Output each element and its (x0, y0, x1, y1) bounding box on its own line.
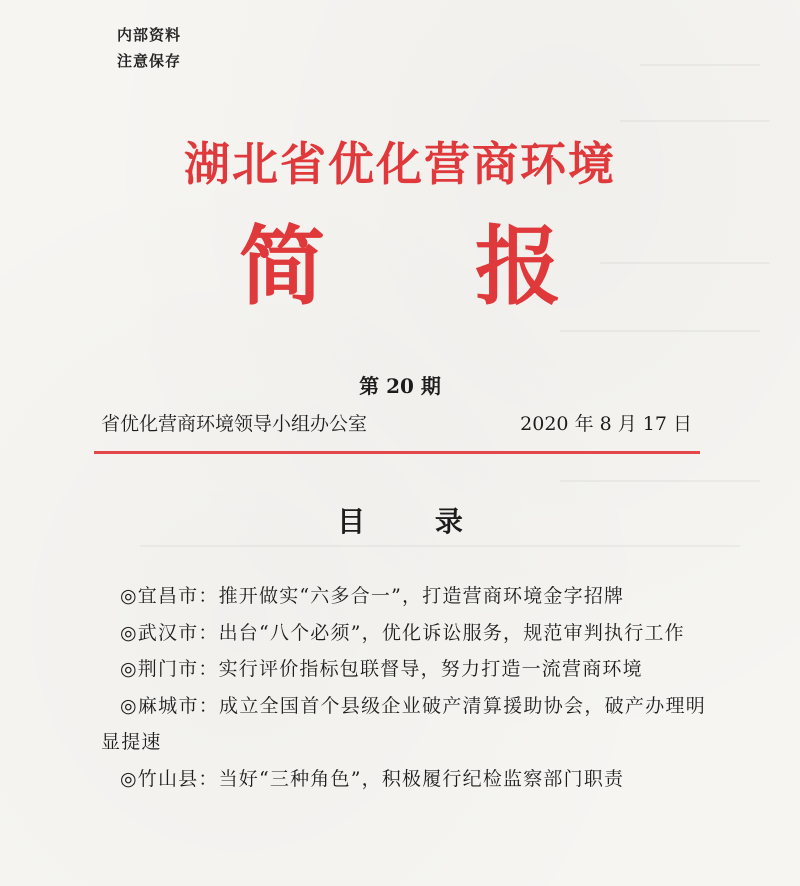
toc-item-city: ◎荆门市： (120, 658, 219, 680)
masthead-title: 湖北省优化营商环境 (184, 137, 616, 191)
toc-item-text: 当好“三种角色”，积极履行纪检监察部门职责 (218, 767, 625, 790)
toc-item-city: ◎麻城市： (120, 694, 220, 717)
toc-item-city: ◎武汉市： (120, 621, 219, 644)
toc-item-city: ◎宜昌市： (120, 585, 219, 607)
toc-item-text: 实行评价指标包联督导，努力打造一流营商环境 (218, 658, 643, 680)
confidential-line-2: 注意保存 (117, 52, 182, 70)
toc-item-city: ◎竹山县： (120, 767, 219, 790)
issuer: 省优化营商环境领导小组办公室 (101, 413, 368, 435)
issue-number: 第 20 期 (359, 374, 441, 398)
bleed-mark (560, 330, 760, 332)
toc-item-text: 成立全国首个县级企业破产清算援助协会，破产办理明显提速 (101, 694, 706, 753)
toc-item[interactable] (101, 615, 706, 652)
confidential-notice (117, 22, 181, 74)
bleed-mark (140, 545, 740, 547)
toc-item[interactable] (101, 578, 706, 615)
issue-date: 2020 年 8 月 17 日 (520, 413, 692, 435)
toc-item-text: 推开做实“六多合一”，打造营商环境金字招牌 (218, 585, 625, 607)
toc-title: 目 录 (337, 505, 493, 538)
masthead-subtitle: 简 报 (239, 216, 621, 317)
toc-item[interactable] (101, 651, 706, 688)
table-of-contents (101, 578, 706, 797)
bleed-mark (620, 120, 770, 122)
bleed-mark (560, 480, 760, 482)
toc-item[interactable] (101, 688, 706, 761)
toc-item[interactable] (101, 761, 706, 798)
toc-item-text: 出台“八个必须”，优化诉讼服务，规范审判执行工作 (218, 621, 685, 644)
bleed-mark (640, 64, 760, 66)
confidential-line-1: 内部资料 (117, 26, 182, 44)
red-divider (94, 451, 700, 454)
